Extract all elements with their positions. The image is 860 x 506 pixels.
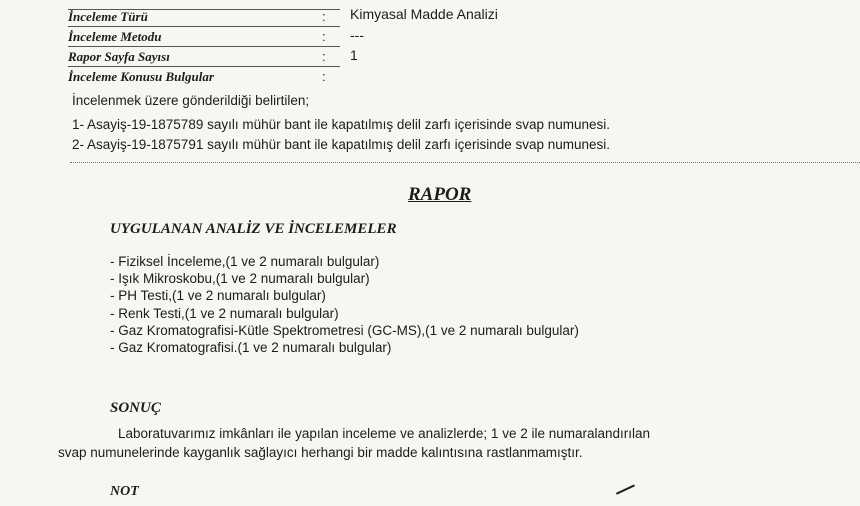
finding-item-2: 2- Asayiş-19-1875791 sayılı mühür bant ile kapatılmış delil zarfı içerisinde svap numunesi. [72,137,611,152]
signature-stroke [616,484,640,505]
list-item: - Işık Mikroskobu,(1 ve 2 numaralı bulgular) [110,271,370,287]
meta-colon: : [322,69,326,84]
meta-colon: : [322,49,326,64]
result-paragraph-line-1: Laboratuvarımız imkânları ile yapılan inceleme ve analizlerde; 1 ve 2 ile numaralandırılan [118,426,651,441]
findings-intro: İncelenmek üzere gönderildiği belirtilen; [72,93,310,108]
meta-label: İnceleme Metodu [68,29,162,44]
meta-label: İnceleme Konusu Bulgular [68,69,214,84]
meta-value-rapor-sayfa-sayisi: 1 [350,47,358,63]
meta-colon: : [322,29,326,44]
result-heading: SONUÇ [110,400,161,416]
meta-row-rapor-sayfa-sayisi [68,49,340,67]
list-item: - Gaz Kromatografisi-Kütle Spektrometresi (GC-MS),(1 ve 2 numaralı bulgular) [110,322,579,338]
meta-value-inceleme-turu: Kimyasal Madde Analizi [350,6,498,22]
list-item: - Fiziksel İnceleme,(1 ve 2 numaralı bulgular) [110,254,380,269]
analyses-heading: UYGULANAN ANALİZ VE İNCELEMELER [110,221,397,237]
report-title: RAPOR [408,184,472,205]
list-item: - Gaz Kromatografisi.(1 ve 2 numaralı bulgular) [110,339,392,355]
section-divider [70,162,860,163]
list-item: - PH Testi,(1 ve 2 numaralı bulgular) [110,288,326,304]
finding-item-1: 1- Asayiş-19-1875789 sayılı mühür bant ile kapatılmış delil zarfı içerisinde svap numunesi. [72,117,611,132]
meta-row-inceleme-turu [68,9,340,27]
meta-row-inceleme-metodu [68,29,340,47]
analyses-list [110,254,579,357]
result-paragraph-line-2: svap numunelerinde kayganlık sağlayıcı herhangi bir madde kalıntısına rastlanmamıştır. [58,445,583,460]
meta-value-inceleme-metodu: --- [350,27,364,43]
list-item: - Renk Testi,(1 ve 2 numaralı bulgular) [110,305,339,321]
meta-label: İnceleme Türü [68,9,148,24]
meta-label: Rapor Sayfa Sayısı [68,49,170,64]
note-heading: NOT [110,484,139,499]
meta-colon: : [322,9,326,24]
meta-row-inceleme-konusu [68,69,340,86]
